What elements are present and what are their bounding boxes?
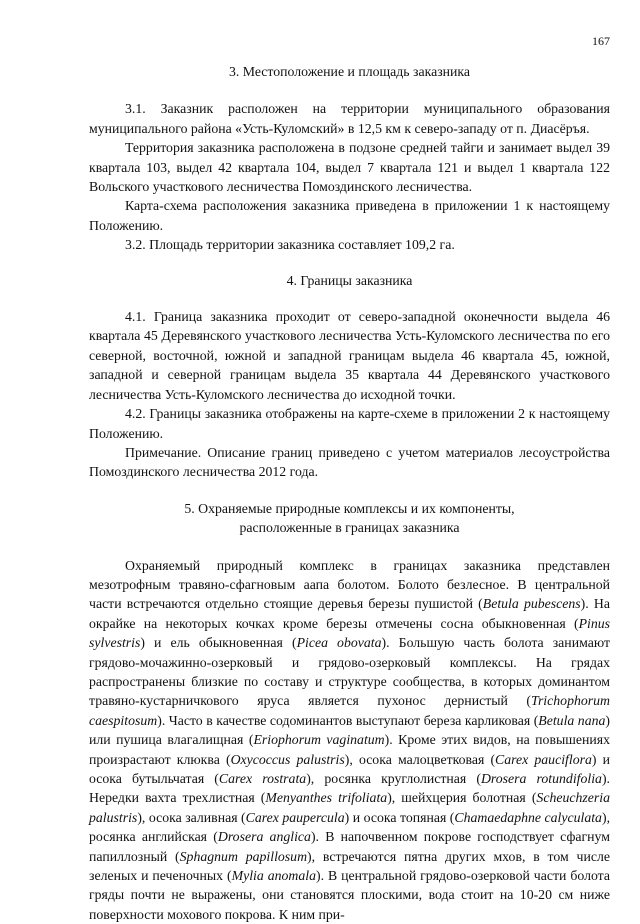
species-name: Eriophorum vaginatum	[253, 732, 385, 748]
species-name: Sphagnum papillosum	[179, 848, 308, 864]
text-run: ). Кроме этих видов, на повышениях произрастают клюква (	[89, 732, 611, 767]
page-number: 167	[592, 34, 610, 48]
text-run: ), росянка английская (	[89, 809, 611, 845]
species-name: Drosera rotundifolia	[480, 771, 602, 786]
species-name: Drosera anglica	[217, 829, 311, 845]
section-5-title-line-2: расположенные в границах заказника	[239, 520, 460, 536]
species-name: Pinus sylvestris	[89, 615, 610, 651]
paragraph-territory: Территория заказника расположена в подзоне средней тайги и занимает выдел 39 квартала 103, выдел 42 квартала 104, выдел 7 квартала 121 и выдел 1 квартала 122 Вольского участкового лесничества Помоздинского лесничества.	[89, 140, 610, 195]
species-name: Scheuchzeria palustris	[89, 790, 610, 825]
species-name: Trichophorum caespitosum	[89, 693, 610, 728]
section-5-title-line-1: 5. Охраняемые природные комплексы и их компоненты,	[184, 500, 515, 516]
section-4-body	[89, 307, 610, 482]
species-name: Picea obovata	[296, 635, 382, 651]
text-run: ). Часто в качестве содоминантов выступают береза карликовая (	[157, 712, 539, 728]
text-run: ). Большую часть болота занимают грядово-мочажинно-озерковый и грядово-озерковый комплексы. На грядах распространены близкие по составу и структуре сообщества, в которых доминантом травяно-кустарничкового яруса является пухонос дернистый (	[89, 635, 610, 709]
species-name: Carex pauciflora	[495, 751, 592, 767]
text-run: ). В напочвенном покрове господствует сфагнум папиллозный (	[89, 829, 610, 864]
species-name: Betula nana	[538, 712, 606, 728]
text-run: ) и осока топяная (	[344, 809, 455, 825]
section-3-body	[89, 99, 610, 254]
text-run: ), осока малоцветковая (	[344, 751, 496, 767]
text-run: ), шейхцерия болотная (	[387, 790, 537, 806]
section-5-title	[89, 499, 610, 538]
species-name: Menyanthes trifoliata	[265, 790, 388, 806]
species-name: Oxycoccus palustris	[230, 751, 345, 767]
text-run: ), встречаются пятна других мхов, в том числе зеленых и печеночных (	[89, 848, 611, 884]
species-name: Carex paupercula	[245, 809, 345, 825]
text-run: ). Нередки вахта трехлистная (	[89, 771, 610, 806]
text-run: Охраняемый природный комплекс в границах заказника представлен мезотрофным травяно-сфагновым аапа болотом. Болото безлесное. В центральной части встречаются отдельно стоящие деревья березы пушистой (	[89, 557, 610, 612]
text-run: ), росянка круглолистная (	[306, 771, 481, 786]
paragraph-3-2: 3.2. Площадь территории заказника составляет 109,2 га.	[125, 237, 455, 253]
species-name: Mylia anomala	[231, 868, 316, 884]
text-run: ) и осока бутыльчатая (	[89, 751, 610, 786]
paragraph-map-annex-1: Карта-схема расположения заказника приведена в приложении 1 к настоящему Положению.	[89, 198, 610, 233]
species-name: Carex rostrata	[218, 771, 307, 786]
text-run: ) и ель обыкновенная (	[140, 635, 297, 651]
paragraph-note: Примечание. Описание границ приведено с учетом материалов лесоустройства Помоздинского лесничества 2012 года.	[89, 444, 610, 480]
text-run: ). В центральной грядово-озерковой части болота гряды почти не выражены, они становятся плоскими, вода стоит на 10-20 см ниже поверхности мохового покрова. К ним при-	[89, 868, 610, 922]
text-run: ), осока заливная (	[137, 809, 246, 825]
species-name: Chamaedaphne calyculata	[454, 809, 602, 825]
section-5-body	[89, 556, 610, 924]
paragraph-protected-complex	[89, 556, 610, 924]
text-run: ) или пушица влагалищная (	[89, 712, 611, 748]
paragraph-3-1: 3.1. Заказник расположен на территории муниципального образования муниципального района «Усть-Куломский» в 12,5 км к северо-западу от п. Диасёръя.	[89, 101, 610, 136]
species-name: Betula pubescens	[482, 596, 581, 612]
section-4-title: 4. Границы заказника	[286, 272, 413, 288]
paragraph-4-1: 4.1. Граница заказника проходит от северо-западной оконечности выдела 46 квартала 45 Деревянского участкового лесничества Усть-Куломского лесничества по его северной, восточной, южной и западной границам выдела 46 квартала 45, южной, западной и северной границам выдела 35 квартала 44 Деревянского участкового лесничества Усть-Куломского лесничества до исходной точки.	[89, 309, 610, 402]
paragraph-4-2: 4.2. Границы заказника отображены на карте-схеме в приложении 2 к настоящему Положению.	[89, 406, 610, 441]
section-3-title: 3. Местоположение и площадь заказника	[228, 64, 471, 79]
text-run: ). На окрайке на некоторых кочках кроме березы отмечены сосна обыкновенная (	[89, 596, 610, 631]
